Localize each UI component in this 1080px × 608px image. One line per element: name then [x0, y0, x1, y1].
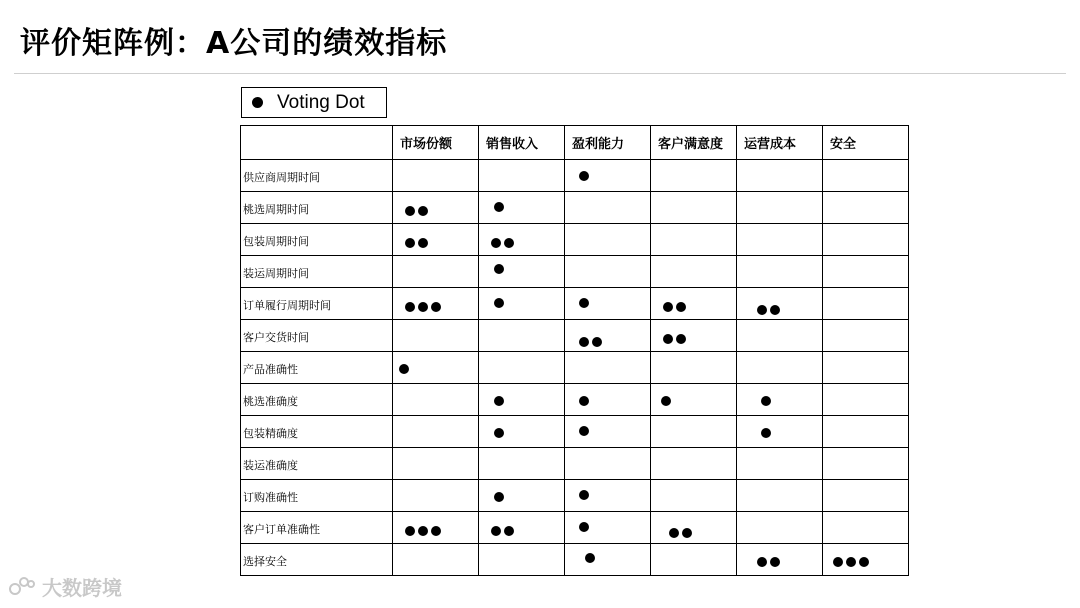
row-label: 装运周期时间 — [241, 256, 393, 288]
vote-cell — [651, 480, 737, 512]
vote-cell — [823, 224, 909, 256]
vote-cell — [823, 288, 909, 320]
voting-dot — [579, 171, 589, 181]
table-row — [241, 448, 909, 480]
header-row — [241, 126, 909, 160]
vote-cell — [737, 480, 823, 512]
row-label: 桃选准确度 — [241, 384, 393, 416]
evaluation-matrix — [240, 125, 909, 576]
vote-cell — [565, 160, 651, 192]
vote-dots — [405, 238, 428, 248]
vote-cell — [565, 448, 651, 480]
vote-cell — [737, 320, 823, 352]
vote-cell — [823, 160, 909, 192]
voting-dot — [405, 302, 415, 312]
vote-cell — [737, 352, 823, 384]
vote-cell — [737, 160, 823, 192]
voting-dot — [405, 206, 415, 216]
page-title: 评价矩阵例：A公司的绩效指标 — [20, 26, 448, 61]
voting-dot — [669, 528, 679, 538]
voting-dot — [761, 396, 771, 406]
vote-cell — [479, 224, 565, 256]
voting-dot — [418, 526, 428, 536]
voting-dot — [661, 396, 671, 406]
voting-dot — [579, 522, 589, 532]
vote-cell — [565, 352, 651, 384]
vote-dots — [669, 528, 692, 538]
vote-cell — [651, 352, 737, 384]
vote-dots — [661, 396, 671, 406]
vote-cell — [737, 544, 823, 576]
table-row — [241, 192, 909, 224]
table-row — [241, 320, 909, 352]
voting-dot — [579, 396, 589, 406]
vote-cell — [393, 480, 479, 512]
column-header: 安全 — [823, 126, 909, 160]
table-row — [241, 480, 909, 512]
voting-dot — [592, 337, 602, 347]
voting-dot — [663, 334, 673, 344]
row-label: 订购准确性 — [241, 480, 393, 512]
voting-dot — [770, 305, 780, 315]
vote-dots — [585, 553, 595, 563]
voting-dot — [579, 426, 589, 436]
vote-cell — [479, 192, 565, 224]
vote-dots — [405, 302, 441, 312]
voting-dot — [585, 553, 595, 563]
voting-dot — [859, 557, 869, 567]
column-header: 盈利能力 — [565, 126, 651, 160]
vote-cell — [651, 288, 737, 320]
vote-cell — [651, 192, 737, 224]
vote-cell — [651, 256, 737, 288]
vote-cell — [565, 544, 651, 576]
vote-cell — [823, 192, 909, 224]
vote-cell — [737, 192, 823, 224]
vote-cell — [737, 416, 823, 448]
voting-dot — [770, 557, 780, 567]
voting-dot — [494, 298, 504, 308]
vote-cell — [823, 352, 909, 384]
table-row — [241, 544, 909, 576]
vote-cell — [479, 256, 565, 288]
vote-cell — [823, 544, 909, 576]
vote-cell — [393, 512, 479, 544]
voting-dot — [846, 557, 856, 567]
voting-dot — [682, 528, 692, 538]
vote-cell — [737, 288, 823, 320]
vote-cell — [565, 256, 651, 288]
vote-cell — [565, 192, 651, 224]
voting-dot — [579, 298, 589, 308]
vote-dots — [579, 298, 589, 308]
voting-dot — [491, 238, 501, 248]
vote-cell — [737, 224, 823, 256]
voting-dot — [579, 337, 589, 347]
voting-dot — [405, 526, 415, 536]
vote-cell — [393, 384, 479, 416]
vote-cell — [393, 352, 479, 384]
voting-dot — [418, 302, 428, 312]
table-row — [241, 416, 909, 448]
vote-cell — [393, 192, 479, 224]
row-label: 产品准确性 — [241, 352, 393, 384]
vote-cell — [737, 448, 823, 480]
vote-dots — [405, 526, 441, 536]
vote-cell — [651, 384, 737, 416]
vote-cell — [565, 480, 651, 512]
vote-cell — [393, 160, 479, 192]
column-header: 客户满意度 — [651, 126, 737, 160]
row-label: 供应商周期时间 — [241, 160, 393, 192]
vote-cell — [479, 480, 565, 512]
vote-cell — [565, 384, 651, 416]
voting-dot — [494, 428, 504, 438]
vote-dots — [494, 428, 504, 438]
vote-cell — [651, 544, 737, 576]
voting-dot — [431, 526, 441, 536]
vote-dots — [579, 337, 602, 347]
vote-cell — [737, 512, 823, 544]
vote-cell — [651, 160, 737, 192]
voting-dot — [399, 364, 409, 374]
voting-dot — [494, 396, 504, 406]
vote-dots — [405, 206, 428, 216]
vote-cell — [479, 448, 565, 480]
vote-cell — [737, 384, 823, 416]
voting-dot — [676, 334, 686, 344]
vote-cell — [479, 384, 565, 416]
vote-cell — [823, 448, 909, 480]
table-row — [241, 512, 909, 544]
vote-dots — [579, 522, 589, 532]
vote-cell — [651, 224, 737, 256]
vote-cell — [737, 256, 823, 288]
vote-cell — [565, 416, 651, 448]
vote-cell — [479, 544, 565, 576]
vote-cell — [479, 416, 565, 448]
voting-dot — [494, 202, 504, 212]
vote-cell — [823, 320, 909, 352]
column-header: 市场份额 — [393, 126, 479, 160]
voting-dot — [418, 206, 428, 216]
vote-dots — [399, 364, 409, 374]
voting-dot — [833, 557, 843, 567]
voting-dot — [663, 302, 673, 312]
vote-dots — [663, 302, 686, 312]
vote-cell — [651, 416, 737, 448]
row-label: 订单履行周期时间 — [241, 288, 393, 320]
vote-cell — [393, 224, 479, 256]
voting-dot — [761, 428, 771, 438]
vote-dots — [491, 526, 514, 536]
vote-dots — [761, 428, 771, 438]
vote-cell — [651, 448, 737, 480]
voting-dot — [418, 238, 428, 248]
vote-dots — [663, 334, 686, 344]
vote-cell — [479, 288, 565, 320]
watermark-logo-icon — [8, 576, 36, 598]
vote-cell — [823, 512, 909, 544]
vote-cell — [823, 416, 909, 448]
vote-cell — [479, 320, 565, 352]
watermark-text: 大数跨境 — [42, 576, 122, 600]
vote-cell — [823, 256, 909, 288]
voting-dot-icon — [252, 97, 263, 108]
watermark — [8, 572, 122, 601]
row-label: 客户交货时间 — [241, 320, 393, 352]
corner-cell — [241, 126, 393, 160]
vote-cell — [565, 512, 651, 544]
vote-dots — [761, 396, 771, 406]
row-label: 客户订单准确性 — [241, 512, 393, 544]
row-label: 装运准确度 — [241, 448, 393, 480]
vote-dots — [579, 171, 589, 181]
vote-dots — [757, 305, 780, 315]
voting-dot — [579, 490, 589, 500]
vote-cell — [393, 288, 479, 320]
voting-dot — [757, 305, 767, 315]
vote-cell — [479, 352, 565, 384]
table-row — [241, 384, 909, 416]
table-row — [241, 224, 909, 256]
vote-cell — [565, 288, 651, 320]
vote-dots — [494, 202, 504, 212]
voting-dot — [504, 238, 514, 248]
voting-dot — [405, 238, 415, 248]
vote-cell — [479, 160, 565, 192]
vote-cell — [651, 320, 737, 352]
table-row — [241, 352, 909, 384]
vote-cell — [565, 320, 651, 352]
row-label: 桃选周期时间 — [241, 192, 393, 224]
vote-dots — [494, 396, 504, 406]
row-label: 包装精确度 — [241, 416, 393, 448]
table-row — [241, 160, 909, 192]
voting-dot — [494, 492, 504, 502]
vote-dots — [757, 557, 780, 567]
vote-dots — [494, 264, 504, 274]
column-header: 运营成本 — [737, 126, 823, 160]
vote-dots — [494, 298, 504, 308]
voting-dot — [494, 264, 504, 274]
column-header: 销售收入 — [479, 126, 565, 160]
vote-cell — [479, 512, 565, 544]
row-label: 包装周期时间 — [241, 224, 393, 256]
vote-cell — [565, 224, 651, 256]
voting-dot — [504, 526, 514, 536]
vote-cell — [651, 512, 737, 544]
vote-cell — [823, 480, 909, 512]
row-label: 选择安全 — [241, 544, 393, 576]
vote-cell — [393, 544, 479, 576]
title-divider — [14, 73, 1066, 74]
voting-dot — [431, 302, 441, 312]
legend-label: Voting Dot — [277, 91, 365, 113]
voting-dot — [491, 526, 501, 536]
vote-dots — [579, 426, 589, 436]
vote-dots — [494, 492, 504, 502]
vote-cell — [393, 256, 479, 288]
vote-dots — [579, 396, 589, 406]
vote-cell — [393, 416, 479, 448]
table-row — [241, 256, 909, 288]
voting-dot-legend — [241, 87, 387, 118]
vote-cell — [393, 448, 479, 480]
vote-dots — [579, 490, 589, 500]
voting-dot — [676, 302, 686, 312]
table-row — [241, 288, 909, 320]
vote-cell — [393, 320, 479, 352]
vote-cell — [823, 384, 909, 416]
voting-dot — [757, 557, 767, 567]
vote-dots — [491, 238, 514, 248]
vote-dots — [833, 557, 869, 567]
